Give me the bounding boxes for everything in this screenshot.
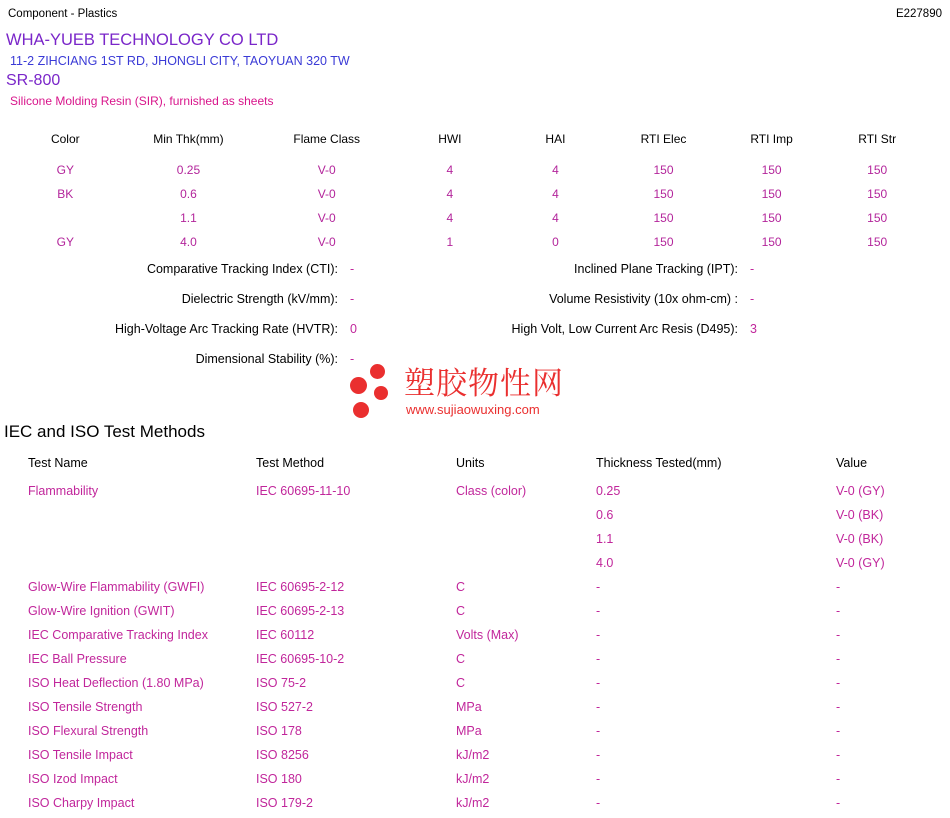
cell-thickness: - <box>596 748 601 762</box>
column-header-hwi: HWI <box>438 132 462 146</box>
cell-units: MPa <box>456 700 482 714</box>
cell-test-method: IEC 60695-10-2 <box>256 652 345 666</box>
cell-test-name: Glow-Wire Flammability (GWFI) <box>28 580 205 594</box>
cell-value: - <box>836 724 841 738</box>
cell-test-method: IEC 60695-11-10 <box>256 484 351 498</box>
cell-value: - <box>836 772 841 786</box>
cell-test-method: IEC 60695-2-13 <box>256 604 345 618</box>
table-row <box>28 794 946 818</box>
table-header-row <box>10 132 930 160</box>
cell-hwi: 1 <box>446 235 454 249</box>
column-header-min-thk: Min Thk(mm) <box>153 132 224 146</box>
cell-test-name: ISO Flexural Strength <box>28 724 149 738</box>
cell-units: Class (color) <box>456 484 527 498</box>
table-row <box>28 698 946 722</box>
cell-hai: 4 <box>552 187 559 201</box>
iec-test-methods-table <box>28 456 946 818</box>
cell-min-thk: 0.25 <box>176 163 201 177</box>
property-value-dielectric-strength: - <box>350 292 355 306</box>
cell-test-name: ISO Izod Impact <box>28 772 118 786</box>
table-row <box>28 770 946 794</box>
cell-test-method: ISO 527-2 <box>256 700 313 714</box>
cell-hwi: 4 <box>446 211 454 225</box>
cell-units <box>456 506 596 530</box>
cell-value: - <box>836 580 841 594</box>
property-label-cti: Comparative Tracking Index (CTI): <box>146 262 338 276</box>
property-label-hvtr: High-Voltage Arc Tracking Rate (HVTR): <box>115 322 338 336</box>
cell-test-method: ISO 75-2 <box>256 676 307 690</box>
column-header-test-method: Test Method <box>256 456 325 470</box>
cell-thickness: - <box>596 796 601 810</box>
watermark-chinese-text: 塑胶物性网 <box>404 366 564 402</box>
cell-color: GY <box>56 163 74 177</box>
cell-test-name <box>28 506 256 530</box>
cell-test-method <box>256 530 456 554</box>
cell-thickness: 0.6 <box>596 508 614 522</box>
cell-test-name: IEC Comparative Tracking Index <box>28 628 208 642</box>
cell-value: - <box>836 604 841 618</box>
document-header <box>0 8 950 24</box>
table-row <box>28 746 946 770</box>
cell-value: - <box>836 652 841 666</box>
cell-units: kJ/m2 <box>456 772 490 786</box>
cell-test-name: ISO Tensile Strength <box>28 700 143 714</box>
cell-flame-class: V-0 <box>317 211 336 225</box>
cell-units: MPa <box>456 724 482 738</box>
property-value-dimensional-stability: - <box>350 352 355 366</box>
cell-units <box>456 554 596 578</box>
cell-hai: 4 <box>552 211 559 225</box>
cell-units: kJ/m2 <box>456 748 490 762</box>
cell-rti-imp: 150 <box>761 211 782 225</box>
cell-min-thk: 1.1 <box>180 211 197 225</box>
table-row <box>10 232 930 256</box>
cell-units: C <box>456 580 466 594</box>
cell-rti-str: 150 <box>867 235 888 249</box>
cell-test-name: ISO Tensile Impact <box>28 748 133 762</box>
table-row <box>28 626 946 650</box>
cell-units: C <box>456 676 466 690</box>
column-header-thickness-tested: Thickness Tested(mm) <box>596 456 722 470</box>
cell-flame-class: V-0 <box>317 187 336 201</box>
iec-table-wrapper <box>0 456 950 818</box>
property-value-hvtr: 0 <box>350 322 357 336</box>
cell-value: V-0 (BK) <box>836 508 884 522</box>
cell-test-method <box>256 554 456 578</box>
cell-flame-class: V-0 <box>317 235 336 249</box>
cell-test-method: ISO 179-2 <box>256 796 313 810</box>
header-category: Component - Plastics <box>8 8 118 20</box>
cell-rti-str: 150 <box>867 163 888 177</box>
cell-rti-elec: 150 <box>653 163 674 177</box>
cell-units: C <box>456 604 466 618</box>
cell-rti-imp: 150 <box>761 163 782 177</box>
column-header-rti-str: RTI Str <box>858 132 897 146</box>
cell-rti-str: 150 <box>867 211 888 225</box>
table-row <box>28 674 946 698</box>
cell-test-method: ISO 180 <box>256 772 302 786</box>
cell-thickness: - <box>596 580 601 594</box>
cell-units <box>456 530 596 554</box>
property-row <box>0 292 950 322</box>
cell-test-name: Flammability <box>28 484 99 498</box>
cell-test-name <box>28 554 256 578</box>
property-value-d495: 3 <box>750 322 757 336</box>
property-row <box>0 262 950 292</box>
cell-test-method: ISO 8256 <box>256 748 309 762</box>
cell-value: - <box>836 676 841 690</box>
ratings-table <box>10 132 930 256</box>
property-row <box>0 322 950 352</box>
cell-rti-elec: 150 <box>653 235 674 249</box>
property-value-volume-resistivity: - <box>750 292 755 306</box>
cell-units: Volts (Max) <box>456 628 519 642</box>
cell-test-name: Glow-Wire Ignition (GWIT) <box>28 604 175 618</box>
cell-test-name: ISO Charpy Impact <box>28 796 135 810</box>
cell-thickness: 0.25 <box>596 484 621 498</box>
cell-test-method: IEC 60112 <box>256 628 315 642</box>
material-description: Silicone Molding Resin (SIR), furnished as sheets <box>10 94 274 108</box>
property-value-cti: - <box>350 262 355 276</box>
table-row <box>28 530 946 554</box>
table-row <box>28 554 946 578</box>
cell-test-method <box>256 506 456 530</box>
cell-rti-elec: 150 <box>653 211 674 225</box>
column-header-rti-imp: RTI Imp <box>750 132 793 146</box>
cell-units: kJ/m2 <box>456 796 490 810</box>
cell-hai: 0 <box>552 235 559 249</box>
section-title-iec-iso: IEC and ISO Test Methods <box>4 422 205 441</box>
cell-thickness: - <box>596 724 601 738</box>
property-label-ipt: Inclined Plane Tracking (IPT): <box>574 262 738 276</box>
cell-hai: 4 <box>552 163 559 177</box>
table-row <box>28 578 946 602</box>
table-row <box>10 184 930 208</box>
column-header-rti-elec: RTI Elec <box>640 132 687 146</box>
cell-hwi: 4 <box>446 163 454 177</box>
table-row <box>28 722 946 746</box>
properties-section <box>0 262 950 382</box>
cell-test-name: ISO Heat Deflection (1.80 MPa) <box>28 676 204 690</box>
property-label-dimensional-stability: Dimensional Stability (%): <box>195 352 338 366</box>
property-value-ipt: - <box>750 262 755 276</box>
property-label-volume-resistivity: Volume Resistivity (10x ohm-cm) : <box>549 292 738 306</box>
cell-test-method: ISO 178 <box>256 724 302 738</box>
cell-value: - <box>836 628 841 642</box>
cell-rti-imp: 150 <box>761 235 782 249</box>
cell-value: - <box>836 796 841 810</box>
cell-hwi: 4 <box>446 187 454 201</box>
ratings-table-wrapper <box>0 132 950 256</box>
cell-thickness: - <box>596 604 601 618</box>
watermark-url: www.sujiaowuxing.com <box>406 402 540 417</box>
cell-test-method: IEC 60695-2-12 <box>256 580 345 594</box>
column-header-hai: HAI <box>545 132 566 146</box>
column-header-flame-class: Flame Class <box>293 132 361 146</box>
cell-units: C <box>456 652 466 666</box>
cell-thickness: 1.1 <box>596 532 614 546</box>
cell-thickness: 4.0 <box>596 556 614 570</box>
cell-min-thk: 4.0 <box>180 235 197 249</box>
cell-flame-class: V-0 <box>317 163 336 177</box>
cell-value: V-0 (GY) <box>836 484 885 498</box>
cell-color <box>10 208 121 232</box>
column-header-units: Units <box>456 456 485 470</box>
cell-color: GY <box>56 235 74 249</box>
table-row <box>10 208 930 232</box>
material-model: SR-800 <box>6 72 61 89</box>
cell-thickness: - <box>596 772 601 786</box>
cell-value: V-0 (GY) <box>836 556 885 570</box>
table-row <box>28 482 946 506</box>
cell-min-thk: 0.6 <box>180 187 197 201</box>
cell-thickness: - <box>596 700 601 714</box>
header-file-number: E227890 <box>895 8 942 20</box>
cell-test-name <box>28 530 256 554</box>
cell-rti-imp: 150 <box>761 187 782 201</box>
cell-thickness: - <box>596 628 601 642</box>
table-row <box>28 602 946 626</box>
cell-test-name: IEC Ball Pressure <box>28 652 127 666</box>
property-label-d495: High Volt, Low Current Arc Resis (D495): <box>511 322 738 336</box>
property-label-dielectric-strength: Dielectric Strength (kV/mm): <box>181 292 338 306</box>
cell-rti-elec: 150 <box>653 187 674 201</box>
cell-value: - <box>836 700 841 714</box>
table-row <box>10 160 930 184</box>
column-header-value: Value <box>836 456 868 470</box>
cell-thickness: - <box>596 676 601 690</box>
cell-value: - <box>836 748 841 762</box>
column-header-color: Color <box>50 132 80 146</box>
cell-color: BK <box>57 187 74 201</box>
table-header-row <box>28 456 946 482</box>
column-header-test-name: Test Name <box>28 456 88 470</box>
cell-rti-str: 150 <box>867 187 888 201</box>
table-row <box>28 650 946 674</box>
property-row <box>0 352 950 382</box>
company-name: WHA-YUEB TECHNOLOGY CO LTD <box>6 31 279 49</box>
cell-value: V-0 (BK) <box>836 532 884 546</box>
company-address: 11-2 ZIHCIANG 1ST RD, JHONGLI CITY, TAOYUAN 320 TW <box>10 54 350 68</box>
table-row <box>28 506 946 530</box>
cell-thickness: - <box>596 652 601 666</box>
